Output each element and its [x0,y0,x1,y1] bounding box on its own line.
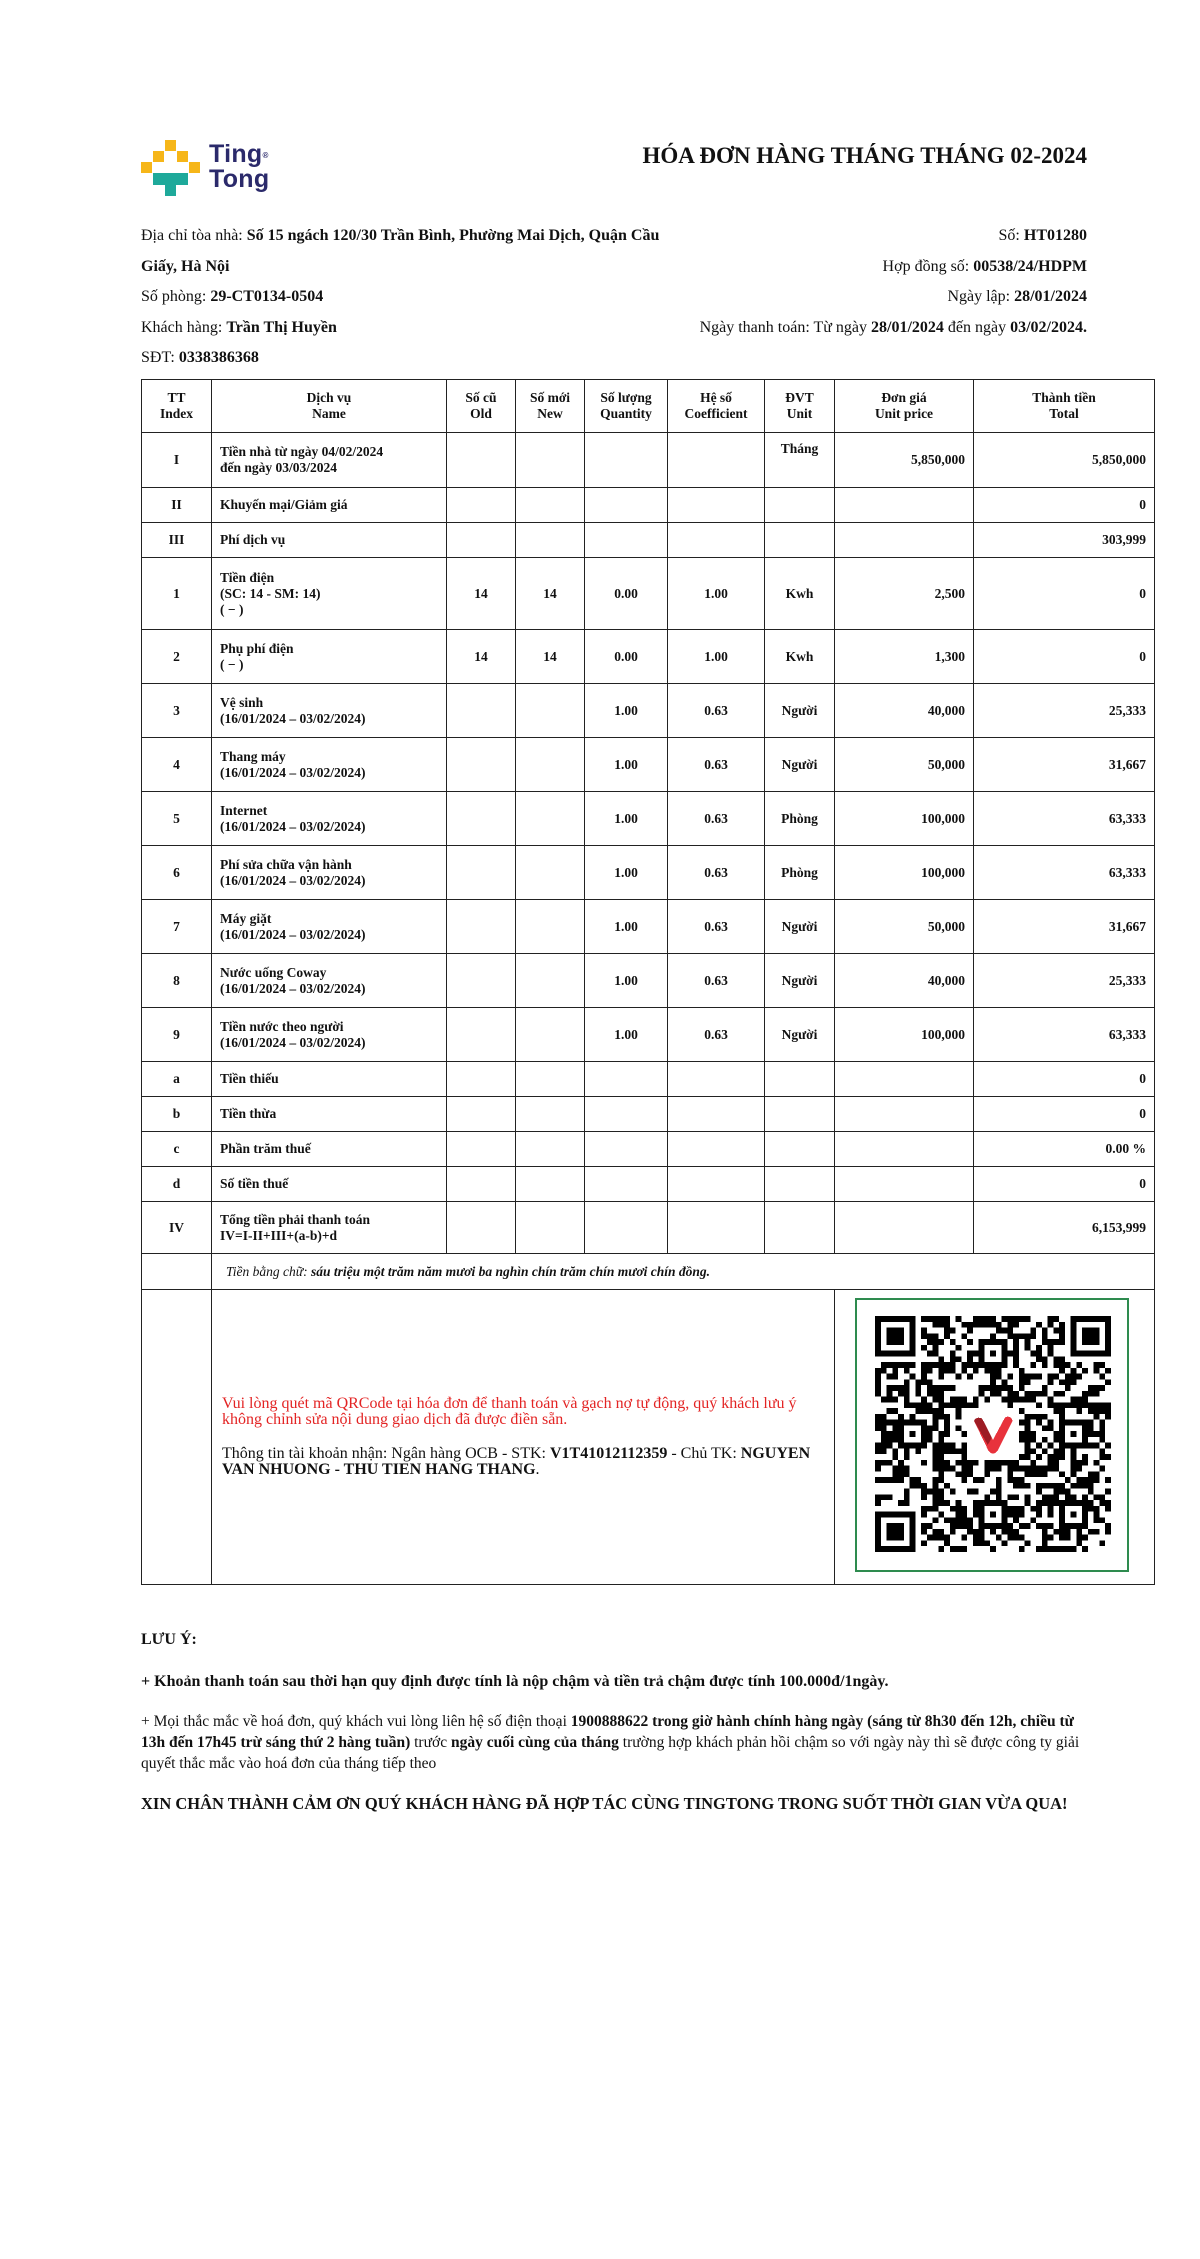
table-row [142,846,1155,900]
column-header-vi: Đơn giá [881,390,927,405]
cell-coefficient: 0.63 [668,900,765,954]
cell-total: 303,999 [974,523,1155,558]
column-header [765,380,835,433]
notes-heading: LƯU Ý: [141,1631,197,1648]
cell-coefficient [668,1132,765,1167]
customer-label: Khách hàng: [141,318,227,336]
cell-unit [765,523,835,558]
room-label: Số phòng: [141,288,211,305]
cell-index: 4 [142,738,212,792]
contact-note [141,1711,1091,1774]
cell-index: 2 [142,630,212,684]
cell-service-name [212,488,447,523]
number-label: Số: [998,227,1024,244]
cell-quantity: 0.00 [585,630,668,684]
cell-coefficient: 0.63 [668,738,765,792]
cell-unit-price: 100,000 [835,792,974,846]
cell-old [447,792,516,846]
cell-total: 63,333 [974,792,1155,846]
empty-cell [142,1290,212,1585]
cell-new: 14 [516,558,585,630]
cell-service-name [212,954,447,1008]
cell-unit-price [835,1132,974,1167]
empty-cell [142,1254,212,1290]
cell-service-name [212,1202,447,1254]
cell-unit: Tháng [765,433,835,488]
cell-index: 9 [142,1008,212,1062]
service-name-line: Khuyến mại/Giảm giá [220,497,348,512]
cell-old: 14 [447,558,516,630]
cell-unit-price: 2,500 [835,558,974,630]
cell-total: 5,850,000 [974,433,1155,488]
cell-quantity: 1.00 [585,1008,668,1062]
cell-quantity: 1.00 [585,954,668,1008]
cell-quantity: 1.00 [585,738,668,792]
table-row [142,900,1155,954]
cell-total: 0 [974,1097,1155,1132]
cell-coefficient [668,1167,765,1202]
cell-quantity [585,433,668,488]
payment-from: 28/01/2024 [871,318,944,336]
column-header-en: Index [159,406,193,421]
qr-frame [855,1298,1129,1572]
table-row [142,1008,1155,1062]
cell-old [447,1167,516,1202]
cell-unit [765,488,835,523]
invoice-number [527,221,1087,252]
cell-index: d [142,1167,212,1202]
cell-old [447,900,516,954]
cell-service-name [212,523,447,558]
cell-unit [765,1062,835,1097]
cell-total: 31,667 [974,738,1155,792]
cell-total: 0 [974,488,1155,523]
qr-cell [835,1290,1155,1585]
cell-old [447,1097,516,1132]
cell-quantity: 0.00 [585,558,668,630]
service-name-line: Máy giặt [220,910,272,926]
column-header [835,380,974,433]
qr-code-icon[interactable] [875,1316,1111,1552]
created-value: 28/01/2024 [1014,288,1087,305]
cell-quantity: 1.00 [585,900,668,954]
cell-coefficient: 0.63 [668,684,765,738]
table-row [142,684,1155,738]
service-name-line: IV=I-II+III+(a-b)+d [220,1227,338,1243]
logo-line-1: Ting [209,140,263,168]
cell-unit-price [835,488,974,523]
tingtong-logo [141,140,281,200]
service-name-line: Phí sửa chữa vận hành [220,856,352,872]
cell-unit-price: 40,000 [835,684,974,738]
service-name-line: Tiền thiếu [220,1071,279,1086]
cell-service-name [212,792,447,846]
service-name-line: Thang máy [220,748,286,764]
service-name-line: Số tiền thuế [220,1176,289,1191]
cell-unit: Người [765,738,835,792]
logo-mark-icon [141,140,203,200]
cell-index: a [142,1062,212,1097]
invoice-table [141,379,1155,1585]
service-name-line: (16/01/2024 – 03/02/2024) [220,710,366,726]
cell-index: 7 [142,900,212,954]
account-label: Thông tin tài khoản nhận: Ngân hàng OCB - STK: [222,1445,550,1462]
cell-old [447,738,516,792]
cell-unit [765,1167,835,1202]
service-name-line: (16/01/2024 – 03/02/2024) [220,872,366,888]
cell-total: 25,333 [974,954,1155,1008]
cell-total: 63,333 [974,1008,1155,1062]
cell-service-name [212,558,447,630]
cell-coefficient [668,488,765,523]
cell-new [516,846,585,900]
column-header-vi: Số mới [529,390,571,405]
room-value: 29-CT0134-0504 [210,288,324,305]
cell-unit-price [835,523,974,558]
cell-coefficient [668,523,765,558]
created-label: Ngày lập: [947,288,1015,305]
service-name-line: (16/01/2024 – 03/02/2024) [220,764,366,780]
column-header-en: Old [470,406,492,421]
service-name-line: Tổng tiền phải thanh toán [220,1211,371,1227]
cell-unit-price: 50,000 [835,738,974,792]
cell-unit-price [835,1062,974,1097]
contact-note-d: ngày cuối cùng của tháng [450,1734,619,1751]
cell-index: I [142,433,212,488]
column-header-en: New [537,406,563,421]
cell-new [516,1062,585,1097]
payment-row [142,1290,1155,1585]
cell-index: 5 [142,792,212,846]
cell-quantity: 1.00 [585,684,668,738]
qr-notice: Vui lòng quét mã QRCode tại hóa đơn để thanh toán và gạch nợ tự động, quý khách lưu ý không chỉnh sửa nội dung giao dịch đã được điền sẵn. [222,1395,797,1428]
contact-note-b: 1900888622 trong giờ hành chính hàng ngày (sáng từ 8h30 đến 12h, chiều từ 13h đến 17h45 trừ sáng thứ 2 hàng tuần) [141,1713,1074,1751]
column-header-vi: Số lượng [600,390,652,405]
cell-quantity [585,1062,668,1097]
cell-total: 0 [974,1062,1155,1097]
payment-to: 03/02/2024. [1010,318,1087,336]
logo-line-2: Tong [209,165,270,193]
words-value: sáu triệu một trăm năm mươi ba nghìn chín trăm chín mươi chín đồng. [310,1263,710,1279]
cell-unit-price: 1,300 [835,630,974,684]
contact-note-a: + Mọi thắc mắc về hoá đơn, quý khách vui lòng liên hệ số điện thoại [141,1713,571,1730]
registered-mark: ® [262,151,269,160]
words-label: Tiền bằng chữ: [226,1263,311,1279]
cell-service-name [212,1097,447,1132]
table-row [142,954,1155,1008]
cell-old [447,523,516,558]
column-header-en: Unit price [874,406,934,421]
cell-unit-price: 5,850,000 [835,433,974,488]
cell-index: 8 [142,954,212,1008]
cell-quantity: 1.00 [585,792,668,846]
table-row [142,1132,1155,1167]
bank-account-info [222,1446,826,1478]
cell-old [447,488,516,523]
cell-new [516,1167,585,1202]
cell-unit: Người [765,900,835,954]
holder-suffix: . [535,1461,540,1478]
column-header-en: Total [1049,406,1079,421]
service-name-line: Phí dịch vụ [220,532,286,547]
holder-label: - Chủ TK: [667,1445,741,1462]
service-name-line: Tiền nước theo người [220,1018,344,1034]
created-date [527,282,1087,313]
cell-unit: Người [765,1008,835,1062]
payment-mid: đến ngày [943,318,1011,336]
table-row [142,1062,1155,1097]
cell-new [516,684,585,738]
invoice-info [527,221,1087,343]
cell-quantity [585,523,668,558]
column-header [447,380,516,433]
cell-unit: Kwh [765,630,835,684]
contract-label: Hợp đồng số: [882,257,974,275]
table-row [142,1167,1155,1202]
cell-new [516,488,585,523]
column-header-vi: TT [167,390,186,405]
notes-section [141,1629,1091,1814]
cell-new [516,1132,585,1167]
cell-unit: Người [765,684,835,738]
service-name-line: Tiền nhà từ ngày 04/02/2024 [220,444,384,459]
table-row [142,488,1155,523]
cell-new [516,523,585,558]
cell-service-name [212,1008,447,1062]
service-name-line: Phụ phí điện [220,640,294,656]
address-label: Địa chỉ tòa nhà: [141,227,247,244]
contract-value: 00538/24/HDPM [973,257,1087,275]
cell-unit-price [835,1097,974,1132]
cell-old: 14 [447,630,516,684]
service-name-line: (16/01/2024 – 03/02/2024) [220,926,366,942]
contact-note-c: trước [410,1734,451,1751]
table-header-row [142,380,1155,433]
service-name-line: (16/01/2024 – 03/02/2024) [220,818,366,834]
logo-text [209,142,269,192]
cell-new [516,433,585,488]
column-header [212,380,447,433]
cell-index: II [142,488,212,523]
cell-quantity [585,1167,668,1202]
late-payment-text: + Khoản thanh toán sau thời hạn quy định được tính là nộp chậm và tiền trả chậm được tính 100.000đ/1ngày. [141,1673,889,1690]
cell-service-name [212,1167,447,1202]
cell-service-name [212,900,447,954]
cell-new [516,738,585,792]
cell-unit: Phòng [765,846,835,900]
cell-unit-price [835,1167,974,1202]
cell-index: b [142,1097,212,1132]
cell-total: 6,153,999 [974,1202,1155,1254]
column-header-en: Quantity [600,406,652,421]
service-name-line: Tiền thừa [220,1106,277,1121]
table-row [142,1097,1155,1132]
address-value: Số 15 ngách 120/30 Trần Bình, Phường Mai Dịch, Quận Cầu Giấy, Hà Nội [141,227,660,275]
cell-old [447,846,516,900]
cell-old [447,1132,516,1167]
cell-index: IV [142,1202,212,1254]
cell-unit [765,1202,835,1254]
cell-coefficient: 1.00 [668,558,765,630]
number-value: HT01280 [1023,227,1087,244]
service-name-line: đến ngày 03/03/2024 [220,460,338,475]
service-name-line: Nước uống Coway [220,964,327,980]
cell-index: 3 [142,684,212,738]
service-name-line: Internet [220,802,268,818]
column-header [585,380,668,433]
service-name-line: Phần trăm thuế [220,1141,311,1156]
table-row [142,1202,1155,1254]
customer-phone [141,343,661,374]
holder-name: NGUYEN VAN NHUONG - THU TIEN HANG THANG [222,1445,811,1478]
cell-total: 25,333 [974,684,1155,738]
phone-value: 0338386368 [178,349,259,366]
cell-coefficient: 0.63 [668,954,765,1008]
cell-coefficient: 0.63 [668,792,765,846]
table-row [142,433,1155,488]
cell-new [516,1008,585,1062]
payment-instructions [212,1290,835,1585]
cell-old [447,954,516,1008]
cell-coefficient [668,1202,765,1254]
cell-new [516,1202,585,1254]
cell-new [516,900,585,954]
cell-quantity [585,1132,668,1167]
column-header [668,380,765,433]
cell-service-name [212,1132,447,1167]
cell-old [447,684,516,738]
phone-label: SĐT: [141,349,179,366]
account-number: V1T41012112359 [549,1445,668,1462]
cell-total: 63,333 [974,846,1155,900]
cell-unit-price: 100,000 [835,1008,974,1062]
cell-service-name [212,630,447,684]
customer-value: Trần Thị Huyền [226,318,337,336]
service-name-line: (SC: 14 - SM: 14) [220,585,321,601]
cell-coefficient [668,433,765,488]
cell-unit-price [835,1202,974,1254]
column-header-en: Unit [786,406,813,421]
cell-unit: Phòng [765,792,835,846]
amount-in-words-row [142,1254,1155,1290]
cell-service-name [212,684,447,738]
cell-unit-price: 50,000 [835,900,974,954]
cell-quantity [585,488,668,523]
cell-unit [765,1132,835,1167]
service-name-line: (16/01/2024 – 03/02/2024) [220,1034,366,1050]
cell-service-name [212,738,447,792]
table-row [142,792,1155,846]
cell-quantity [585,1097,668,1132]
column-header-en: Coefficient [684,406,748,421]
invoice-title: HÓA ĐƠN HÀNG THÁNG THÁNG 02-2024 [642,143,1087,168]
cell-service-name [212,433,447,488]
column-header [516,380,585,433]
service-name-line: ( − ) [220,601,244,617]
table-row [142,523,1155,558]
service-name-line: Vệ sinh [220,694,264,710]
cell-index: 1 [142,558,212,630]
cell-total: 0 [974,558,1155,630]
contact-note-e: trường hợp khách phản hồi chậm so với ngày này thì sẽ được công ty giải quyết thắc mắc vào hoá đơn của tháng tiếp theo [141,1734,1080,1772]
cell-old [447,1062,516,1097]
cell-index: III [142,523,212,558]
column-header-vi: Số cũ [465,390,497,405]
column-header-vi: ĐVT [785,390,814,405]
cell-unit-price: 40,000 [835,954,974,1008]
cell-new [516,1097,585,1132]
payment-label: Ngày thanh toán: Từ ngày [699,318,872,336]
payment-period [527,313,1087,344]
cell-index: c [142,1132,212,1167]
cell-old [447,1202,516,1254]
late-payment-note [141,1671,1091,1692]
cell-index: 6 [142,846,212,900]
table-row [142,630,1155,684]
cell-coefficient [668,1097,765,1132]
column-header-vi: Hệ số [700,390,732,405]
table-row [142,558,1155,630]
column-header-vi: Dịch vụ [306,390,352,405]
cell-total: 0 [974,630,1155,684]
cell-coefficient: 1.00 [668,630,765,684]
column-header [142,380,212,433]
column-header-en: Name [312,406,346,421]
column-header [974,380,1155,433]
service-name-line: (16/01/2024 – 03/02/2024) [220,980,366,996]
cell-coefficient: 0.63 [668,1008,765,1062]
table-row [142,738,1155,792]
service-name-line: ( − ) [220,656,244,672]
cell-unit-price: 100,000 [835,846,974,900]
cell-coefficient [668,1062,765,1097]
thank-you-message: XIN CHÂN THÀNH CẢM ƠN QUÝ KHÁCH HÀNG ĐÃ HỢP TÁC CÙNG TINGTONG TRONG SUỐT THỜI GIAN VỪA QUA! [141,1794,1068,1813]
cell-new: 14 [516,630,585,684]
contract-number [527,252,1087,283]
cell-total: 0 [974,1167,1155,1202]
cell-unit: Người [765,954,835,1008]
cell-old [447,1008,516,1062]
cell-service-name [212,846,447,900]
column-header-vi: Thành tiền [1032,390,1096,405]
cell-quantity [585,1202,668,1254]
cell-old [447,433,516,488]
cell-total: 31,667 [974,900,1155,954]
cell-new [516,792,585,846]
cell-quantity: 1.00 [585,846,668,900]
service-name-line: Tiền điện [220,569,275,585]
cell-unit: Kwh [765,558,835,630]
cell-total: 0.00 % [974,1132,1155,1167]
cell-new [516,954,585,1008]
cell-unit [765,1097,835,1132]
amount-in-words [212,1254,1155,1290]
cell-service-name [212,1062,447,1097]
cell-coefficient: 0.63 [668,846,765,900]
